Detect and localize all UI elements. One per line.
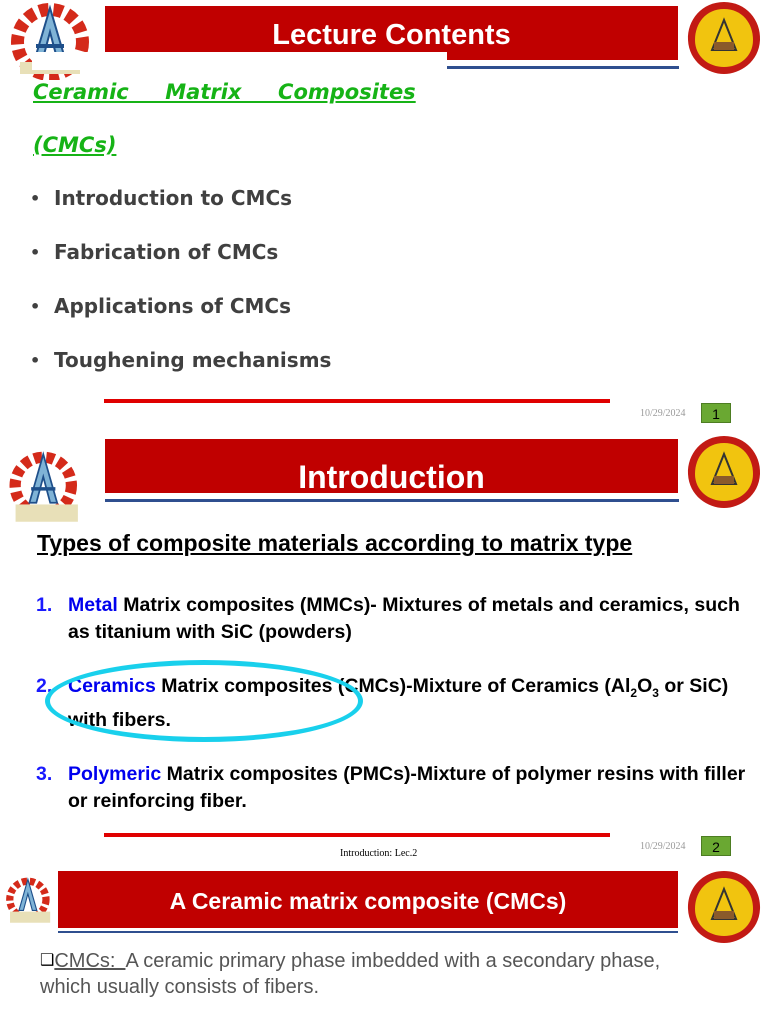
slide-title-bar [58, 871, 678, 928]
footer-rule [104, 399, 610, 403]
type-keyword: Metal [68, 594, 118, 616]
list-item: • Introduction to CMCs [30, 186, 293, 210]
list-item: • Applications of CMCs [30, 294, 292, 318]
slide-date: 10/29/2024 [640, 408, 686, 419]
type-keyword: Polymeric [68, 763, 162, 785]
list-item: 2. Ceramics Matrix composites (CMCs)-Mixture of Ceramics ($Al_2O_3$ or SiC) with fibers. [36, 675, 729, 731]
slide-title: Lecture Contents [272, 19, 511, 51]
contents-list [30, 186, 331, 402]
slide-title: A Ceramic matrix composite (CMCs) [169, 888, 567, 914]
page-number: 1 [701, 403, 731, 423]
term-label: CMCs: [54, 950, 126, 972]
bullet-icon: • [30, 351, 41, 370]
slide-title: Introduction [298, 459, 485, 495]
university-seal-icon [684, 434, 764, 510]
faculty-logo-icon [0, 448, 90, 528]
definition-text: A ceramic primary phase imbedded with a secondary phase, which usually consists of fibers. [40, 950, 661, 998]
highlight-ellipse [45, 660, 363, 742]
checkbox-bullet-icon: ❑ [40, 952, 55, 969]
footer-rule [104, 833, 610, 837]
slide-date: 10/29/2024 [640, 841, 686, 852]
list-item: • Fabrication of CMCs [30, 240, 279, 264]
slide-title-bar [105, 439, 678, 493]
university-seal-icon [684, 0, 764, 76]
slide-footer: Introduction: Lec.2 [340, 848, 418, 859]
slide-1 [0, 0, 768, 430]
section-heading-line2: (CMCs) [33, 133, 117, 157]
page-number: 2 [701, 836, 731, 856]
title-underline [447, 66, 679, 69]
bullet-icon: • [30, 189, 41, 208]
list-item: 1. Metal Matrix composites (MMCs)- Mixtures of metals and ceramics, such as titanium with SiC (powders) [36, 594, 740, 643]
title-underline [58, 931, 678, 933]
definition-paragraph [40, 948, 700, 1000]
list-item: 3. Polymeric Matrix composites (PMCs)-Mixture of polymer resins with filler or reinforcing fiber. [36, 763, 746, 812]
list-item: • Toughening mechanisms [30, 348, 332, 372]
section-heading-line1: Ceramic Matrix Composites [33, 80, 416, 104]
title-underline [105, 499, 679, 502]
slide-2 [0, 430, 768, 863]
bullet-icon: • [30, 243, 41, 262]
faculty-logo-icon [0, 875, 58, 927]
bullet-icon: • [30, 297, 41, 316]
type-keyword: Ceramics [68, 675, 156, 697]
slide-3 [0, 863, 768, 1024]
university-seal-icon [684, 869, 764, 945]
section-heading: Types of composite materials according to matrix type [37, 530, 633, 556]
